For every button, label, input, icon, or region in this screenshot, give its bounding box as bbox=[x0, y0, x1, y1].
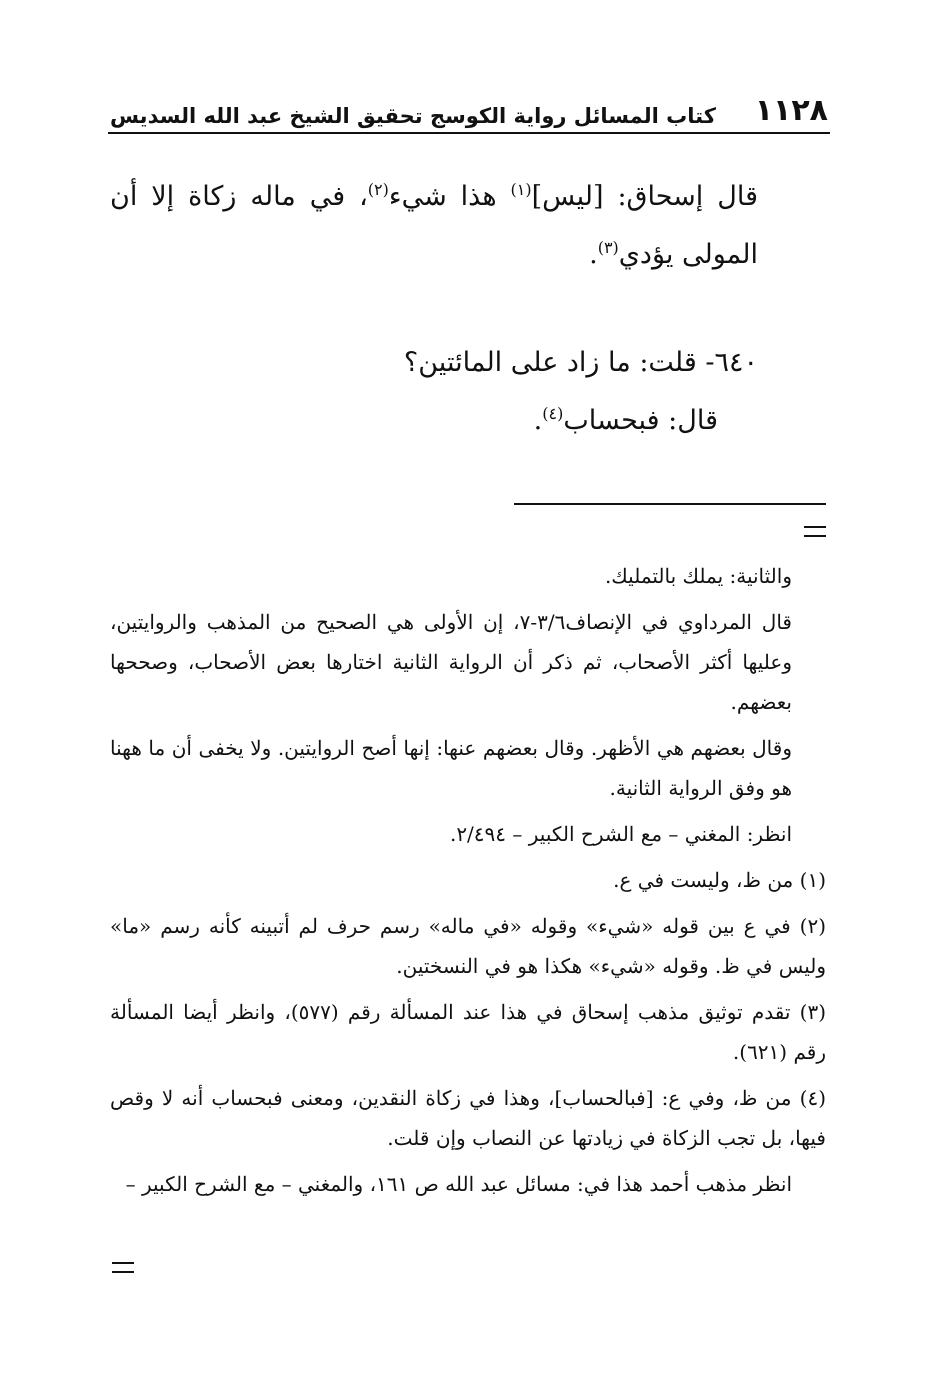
footnote-ref-2: (٢) bbox=[367, 180, 389, 199]
footnotes bbox=[110, 556, 826, 1204]
footnote-1: (١) من ظ، وليست في ع. bbox=[613, 868, 826, 892]
ishaq-text-c: ، في ماله زكاة إلا أن المولى يؤدي bbox=[110, 181, 758, 270]
footnote-continued-4: انظر: المغني – مع الشرح الكبير – ٢/٤٩٤. bbox=[449, 822, 792, 846]
running-title: كتاب المسائل رواية الكوسج تحقيق الشيخ عبد الله السديس bbox=[110, 104, 716, 128]
ishaq-text-b: هذا شيء bbox=[388, 181, 511, 212]
footnote-ref-3: (٣) bbox=[597, 238, 619, 257]
question-640: ٦٤٠- قلت: ما زاد على المائتين؟ bbox=[403, 347, 758, 378]
answer-640-text: قال: فبحساب bbox=[563, 405, 718, 436]
footnote-3: (٣) تقدم توثيق مذهب إسحاق في هذا عند المسألة رقم (٥٧٧)، وانظر أيضا المسألة رقم (٦٢١). bbox=[110, 1000, 826, 1064]
answer-640-end: . bbox=[533, 405, 543, 436]
header-rule bbox=[108, 132, 830, 134]
continuation-mark-bottom bbox=[112, 1262, 134, 1273]
footnote-continued-3: وقال بعضهم هي الأظهر. وقال بعضهم عنها: إنها أصح الروايتين. ولا يخفى أن ما ههنا هو وفق الرواية الثانية. bbox=[110, 736, 792, 800]
ishaq-text-a: قال إسحاق: [ليس] bbox=[531, 181, 758, 212]
footnote-continued-2: قال المرداوي في الإنصاف٣/٦-٧، إن الأولى هي الصحيح من المذهب والروايتين، وعليها أكثر الأصحاب، ثم ذكر أن الرواية الثانية اختارها بعض الأصحاب، وصححها بعضهم. bbox=[110, 610, 792, 714]
ishaq-text-d: . bbox=[589, 239, 598, 270]
main-text bbox=[110, 168, 758, 450]
page-header bbox=[110, 88, 828, 128]
footnote-4: (٤) من ظ، وفي ع: [فبالحساب]، وهذا في زكاة النقدين، ومعنى فبحساب أنه لا وقص فيها، بل تجب الزكاة في زيادتها عن النصاب وإن قلت. bbox=[110, 1086, 826, 1150]
page-number: ١١٢٨ bbox=[754, 93, 828, 128]
footnote-4-continued: انظر مذهب أحمد هذا في: مسائل عبد الله ص ١٦١، والمغني – مع الشرح الكبير – bbox=[125, 1172, 792, 1196]
footnote-ref-1: (١) bbox=[510, 180, 532, 199]
ishaq-paragraph bbox=[110, 168, 758, 284]
answer-640 bbox=[110, 392, 758, 450]
continuation-mark-top bbox=[804, 526, 826, 537]
footnote-separator bbox=[514, 503, 826, 505]
footnote-2: (٢) في ع بين قوله «شيء» وقوله «في ماله» رسم حرف لم أتبينه كأنه رسم «ما» وليس في ظ. وقوله «شيء» هكذا هو في النسختين. bbox=[110, 914, 826, 978]
footnote-ref-4: (٤) bbox=[542, 404, 564, 423]
footnote-continued-1: والثانية: يملك بالتمليك. bbox=[604, 564, 792, 588]
